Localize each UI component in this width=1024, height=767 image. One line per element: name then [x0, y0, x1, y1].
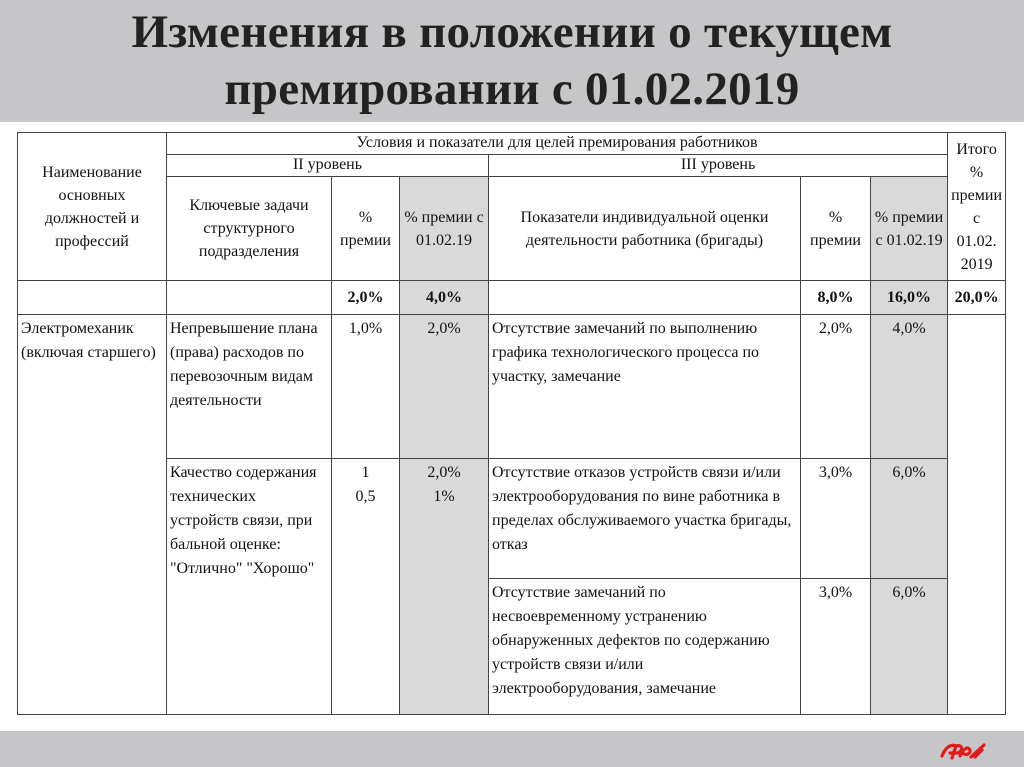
rzd-logo — [938, 736, 988, 762]
totals-l2-pct-new: 4,0% — [400, 281, 489, 315]
row-2-task-text: Качество содержания технических устройств связи, при бальной оценке: "Отлично" "Хорошо" — [170, 464, 317, 577]
row-total-empty — [948, 315, 1006, 715]
header-pct-bonus-l3: % премии — [801, 177, 871, 281]
totals-empty-2 — [167, 281, 332, 315]
header-indicators: Показатели индивидуальной оценки деятельности работника (бригады) — [489, 177, 801, 281]
header-position-names: Наименование основных должностей и профессий — [18, 133, 167, 281]
row-3-ind-pct-new: 6,0% — [871, 579, 948, 715]
row-2-task-pct-new — [400, 459, 489, 715]
footer-bar — [0, 731, 1024, 767]
header-total: Итого % премии с 01.02. 2019 — [948, 133, 1006, 281]
row-2-indicator: Отсутствие отказов устройств связи и/или электрооборудования по вине работника в пределах обслуживаемого участка бригады, отказ — [489, 459, 801, 579]
row-2-task-pct-new-text: 2,0% 1% — [427, 464, 461, 505]
page-title — [0, 4, 1024, 118]
row-2-task-pct — [332, 459, 400, 715]
row-position: Электромеханик (включая старшего) — [18, 315, 167, 715]
row-1-indicator: Отсутствие замечаний по выполнению графика технологического процесса по участку, замечание — [489, 315, 801, 459]
row-1-ind-pct-new: 4,0% — [871, 315, 948, 459]
row-2-ind-pct: 3,0% — [801, 459, 871, 579]
totals-l2-pct: 2,0% — [332, 281, 400, 315]
header-level-2: II уровень — [167, 155, 489, 177]
header-conditions: Условия и показатели для целей премирования работников — [167, 133, 948, 155]
totals-total: 20,0% — [948, 281, 1006, 315]
header-pct-bonus-from-l3: % премии с 01.02.19 — [871, 177, 948, 281]
row-1-ind-pct: 2,0% — [801, 315, 871, 459]
totals-empty-3 — [489, 281, 801, 315]
title-bar — [0, 0, 1024, 122]
totals-l3-pct-new: 16,0% — [871, 281, 948, 315]
header-pct-bonus: % премии — [332, 177, 400, 281]
header-level-3: III уровень — [489, 155, 948, 177]
row-1-task-pct-new: 2,0% — [400, 315, 489, 459]
totals-l3-pct: 8,0% — [801, 281, 871, 315]
title-line-1: Изменения в положении о текущем — [131, 6, 893, 58]
row-3-indicator: Отсутствие замечаний по несвоевременному устранению обнаруженных дефектов по содержанию устройств связи и/или электрооборудования, замечание — [489, 579, 801, 715]
row-3-ind-pct: 3,0% — [801, 579, 871, 715]
totals-empty-1 — [18, 281, 167, 315]
row-2-task — [167, 459, 332, 715]
row-1-task-pct: 1,0% — [332, 315, 400, 459]
row-1-task: Непревышение плана (права) расходов по перевозочным видам деятельности — [167, 315, 332, 459]
title-line-2: премировании с 01.02.2019 — [224, 63, 800, 115]
header-pct-bonus-from: % премии с 01.02.19 — [400, 177, 489, 281]
header-key-tasks: Ключевые задачи структурного подразделения — [167, 177, 332, 281]
row-2-ind-pct-new: 6,0% — [871, 459, 948, 579]
row-2-task-pct-text: 1 0,5 — [355, 464, 376, 505]
bonus-table — [17, 132, 1006, 715]
